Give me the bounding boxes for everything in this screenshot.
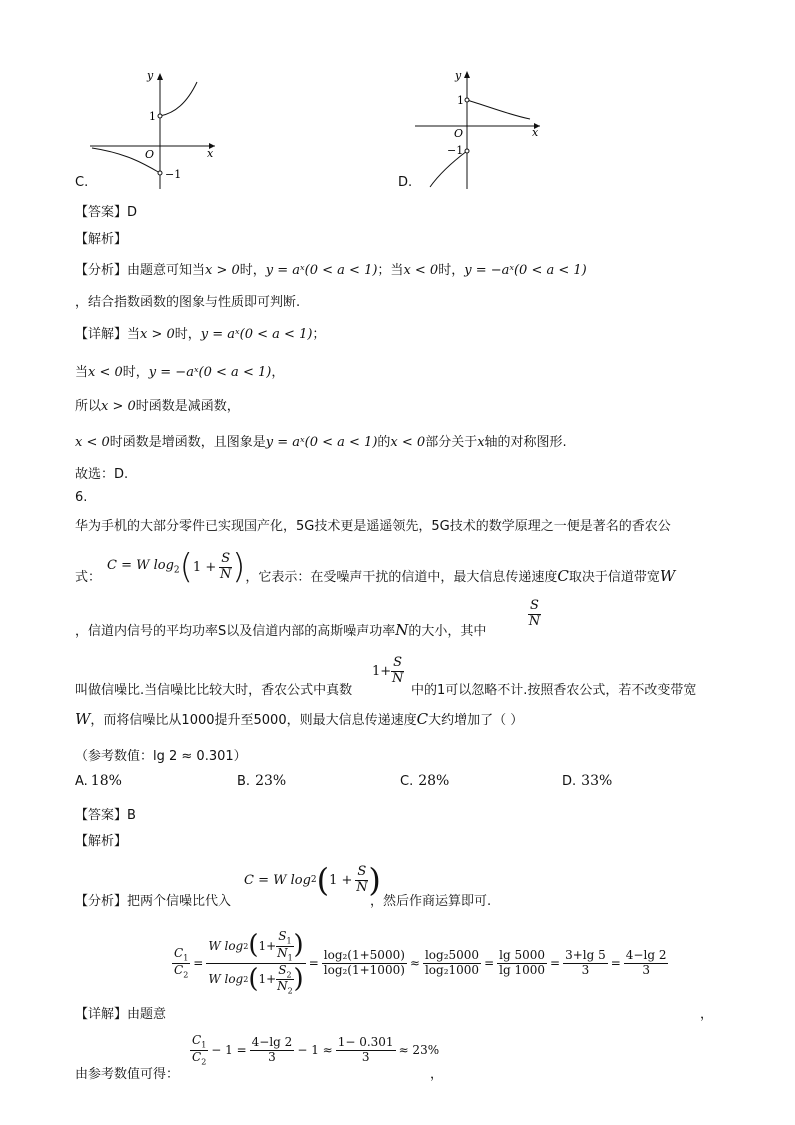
tick-neg1: −1 [165, 168, 182, 181]
open-point-top [465, 98, 469, 102]
q6-result-equation: $\frac{C_1}{C_2}$ − 1 = $\frac{4-\lg 2}{3}$ − 1 ≈ $\frac{1- 0.301}{3}$ ≈ 23% [192, 1032, 440, 1066]
q6-option-c: C. 28% [400, 773, 450, 789]
curve-right [467, 100, 530, 119]
graph-c [85, 65, 225, 190]
q6-para4b: 中的1可以忽略不计.按照香农公式，若不改变带宽 [411, 683, 697, 698]
graph-d [410, 65, 550, 190]
q6-xiangjie-label: 【详解】由题意 [75, 1007, 167, 1022]
q5-fenxi-line1: 【分析】由题意可知当x > 0时，y = aˣ(0 < a < 1)；当x < 0时，y = −aˣ(0 < a < 1) [75, 263, 587, 278]
q6-ref-label: 由参考数值可得： [75, 1067, 180, 1082]
open-point-top [158, 114, 162, 118]
y-label: y [455, 69, 462, 82]
q5-fenxi-line2: ，结合指数函数的图象与性质即可判断. [75, 295, 301, 310]
q6-main-equation: $\frac{C_1}{C_2}$ = W log 2 ( 1+ $\frac{S_1}{N_1}$ ) W log 2 ( 1+ $\frac{S_2}{N_2}$ ) = $\frac{\text{log₂(1+5000)}}{\text{log₂(1+1000)}}$ ≈ $\frac{\text{log₂5000}}{\text{log₂1000}}$ = $\frac{\lg 5000}{\lg 1000}$ = $\frac{3+\lg 5}{3}$ = $\frac{4-\lg 2}{3}$ [174, 929, 667, 996]
option-c-label: C. [75, 175, 89, 190]
q5-analysis-label: 【解析】 [75, 232, 128, 247]
tick-neg1: −1 [447, 144, 464, 157]
q6-option-b: B. 23% [237, 773, 287, 789]
option-d-label: D. [398, 175, 413, 190]
q6-para4: 叫做信噪比.当信噪比比较大时，香农公式中真数 [75, 683, 353, 698]
q5-xiangjie-line3: 所以x > 0时函数是减函数， [75, 399, 240, 414]
q6-option-d: D. 33% [562, 773, 613, 789]
tick-1: 1 [457, 94, 464, 107]
q6-answer: 【答案】B [75, 808, 136, 823]
q6-trailing-comma-2: ， [430, 1067, 444, 1082]
q6-one-plus-snr: 1+ $\frac{S}{N}$ [372, 655, 404, 686]
q6-fenxi-a: 【分析】把两个信噪比代入 [75, 894, 232, 909]
q6-reference: （参考数值：lg 2 ≈ 0.301） [75, 749, 247, 764]
q5-answer [75, 201, 137, 220]
y-label: y [147, 69, 154, 82]
open-point-bottom [465, 149, 469, 153]
q6-option-a: A. 18% [75, 773, 122, 789]
y-axis-arrow-icon [157, 73, 163, 80]
q6-formula-line: 式： C = W $\log_2$ ( 1 + $\frac{S}{N}$ ) ，它表示：在受噪声干扰的信道中，最大信息传递速度C取决于信道带宽W [75, 547, 676, 587]
origin-label: O [145, 148, 155, 161]
q5-xiangjie-line2: 当x < 0时，y = −aˣ(0 < a < 1)， [75, 365, 285, 380]
q5-xiangjie-line4: x < 0时函数是增函数，且图象是y = aˣ(0 < a < 1)的x < 0部分关于x轴的对称图形. [75, 435, 567, 450]
q6-trailing-comma: ， [700, 1007, 714, 1022]
q6-snr-fraction: $\frac{S}{N}$ [528, 598, 541, 629]
q5-xiangjie-line1: 【详解】当x > 0时，y = aˣ(0 < a < 1)； [75, 327, 326, 342]
answer-label: 【答案】 [75, 205, 128, 220]
q5-choice: 故选：D. [75, 467, 129, 482]
q6-number: 6. [75, 490, 88, 505]
curve-right [160, 82, 197, 116]
q6-fenxi-formula: C = W log 2 ( 1 + $\frac{S}{N}$ ) [244, 861, 381, 899]
q6-para1: 华为手机的大部分零件已实现国产化，5G技术更是遥遥领先，5G技术的数学原理之一便是著名的香农公 [75, 519, 671, 534]
x-label: x [532, 126, 539, 139]
x-label: x [207, 147, 214, 160]
origin-label: O [454, 127, 464, 140]
answer-value: D [127, 205, 138, 220]
y-axis-arrow-icon [464, 71, 470, 78]
q6-para5: W，而将信噪比从1000提升至5000，则最大信息传递速度C大约增加了（ ） [75, 710, 524, 728]
open-point-bottom [158, 171, 162, 175]
q6-para3: ，信道内信号的平均功率S以及信道内部的高斯噪声功率N的大小，其中 [75, 621, 487, 639]
q6-analysis-label: 【解析】 [75, 834, 128, 849]
tick-1: 1 [149, 110, 156, 123]
q6-fenxi-b: ，然后作商运算即可. [370, 894, 492, 909]
